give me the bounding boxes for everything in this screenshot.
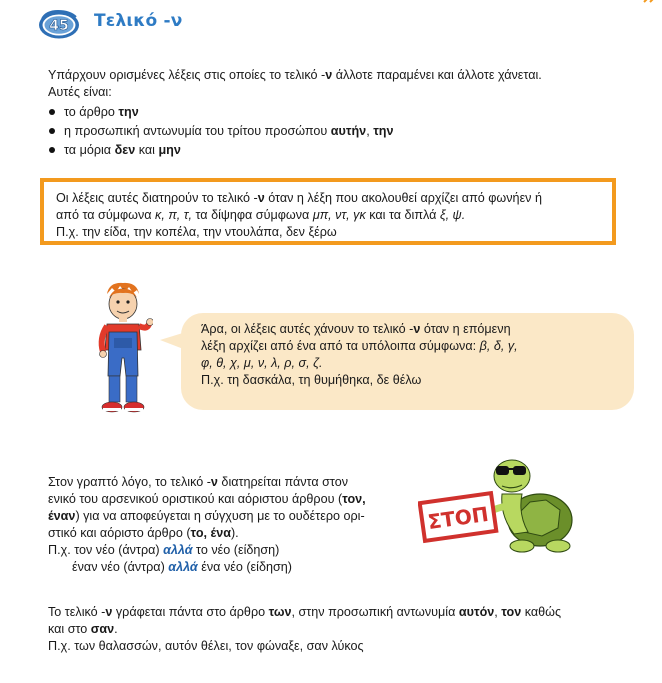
rule-line-1: Οι λέξεις αυτές διατηρούν το τελικό -ν όταν η λέξη που ακολουθεί αρχίζει από φωνήεν ή — [56, 191, 542, 205]
rule-box — [40, 178, 616, 245]
notes-example-1: Π.χ. τον νέο (άντρα) αλλά το νέο (είδηση) — [48, 543, 280, 557]
list-item: τα μόρια δεν και μην — [48, 141, 648, 160]
lesson-number: 45 — [49, 18, 69, 34]
notes-line-4: στικό και αόριστο άρθρο (το, ένα). — [48, 526, 239, 540]
intro-line-1: Υπάρχουν ορισμένες λέξεις στις οποίες το τελικό -ν άλλοτε παραμένει και άλλοτε χάνεται. — [48, 68, 542, 82]
intro-section — [48, 67, 648, 160]
notes-line-3: έναν) για να αποφεύγεται η σύγχυση με το ουδέτερο ορι- — [48, 509, 365, 523]
boy-illustration — [93, 280, 153, 422]
bubble-line-1: Άρα, οι λέξεις αυτές χάνουν το τελικό -ν όταν η επόμενη — [201, 322, 511, 336]
list-item: το άρθρο την — [48, 103, 648, 122]
rule-line-2: από τα σύμφωνα κ, π, τ, τα δίψηφα σύμφωνα μπ, ντ, γκ και τα διπλά ξ, ψ. — [56, 208, 466, 222]
page-title: Τελικό -ν — [94, 11, 183, 31]
stop-sign-text: ΣΤΟΠ — [426, 501, 491, 535]
lesson-number-badge — [36, 8, 82, 40]
list-item: η προσωπική αντωνυμία του τρίτου προσώπου αυτήν, την — [48, 122, 648, 141]
final-line-2: και στο σαν. — [48, 622, 118, 636]
bubble-line-3: φ, θ, χ, μ, ν, λ, ρ, σ, ζ. — [201, 356, 323, 370]
final-section — [48, 604, 648, 655]
notes-example-2: έναν νέο (άντρα) αλλά ένα νέο (είδηση) — [72, 560, 292, 574]
speech-bubble — [181, 313, 634, 410]
intro-line-2: Αυτές είναι: — [48, 85, 112, 99]
turtle-stop-illustration — [418, 454, 588, 556]
bubble-example: Π.χ. τη δασκάλα, τη θυμήθηκα, δε θέλω — [201, 373, 422, 387]
corner-decoration-icon — [642, 0, 660, 6]
final-example: Π.χ. των θαλασσών, αυτόν θέλει, τον φώναξε, σαν λύκος — [48, 639, 364, 653]
notes-line-1: Στον γραπτό λόγο, το τελικό -ν διατηρείται πάντα στον — [48, 475, 348, 489]
final-line-1: Το τελικό -ν γράφεται πάντα στο άρθρο των, στην προσωπική αντωνυμία αυτόν, τον καθώς — [48, 605, 562, 619]
rule-example: Π.χ. την είδα, την κοπέλα, την ντουλάπα, δεν ξέρω — [56, 225, 337, 239]
notes-section — [48, 474, 418, 576]
notes-line-2: ενικό του αρσενικού οριστικού και αόριστου άρθρου (τον, — [48, 492, 366, 506]
bubble-line-2: λέξη αρχίζει από ένα από τα υπόλοιπα σύμφωνα: β, δ, γ, — [201, 339, 518, 353]
word-list — [48, 103, 648, 160]
